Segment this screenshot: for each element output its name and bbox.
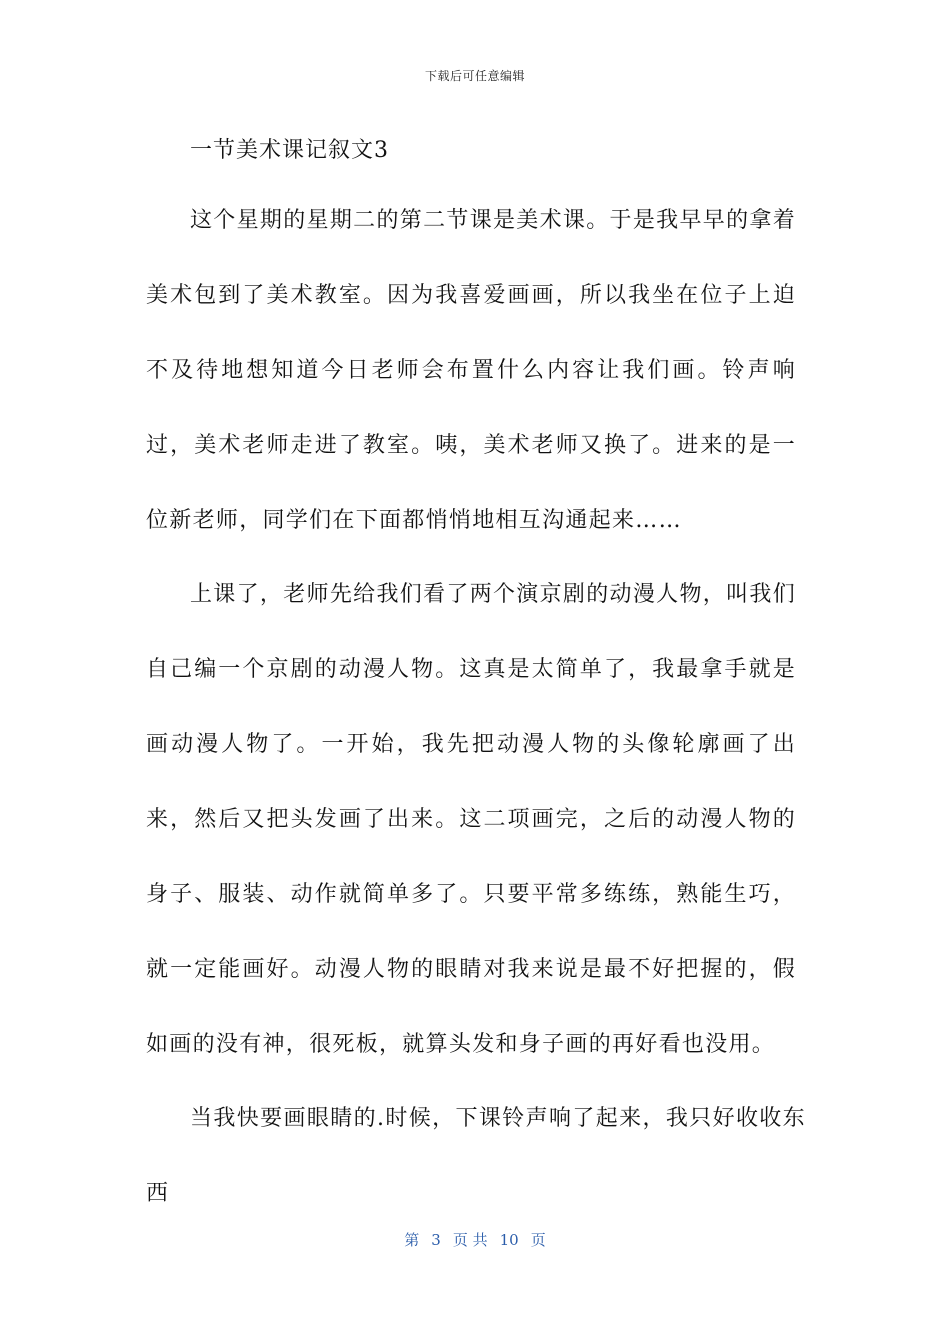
document-title: 一节美术课记叙文3 (190, 138, 389, 163)
header-note: 下载后可任意编辑 (424, 69, 525, 83)
footer-current-page: 3 (431, 1231, 441, 1249)
footer-page-middle: 页 共 (452, 1231, 488, 1249)
page-footer (0, 1229, 950, 1250)
footer-page-prefix: 第 (404, 1231, 420, 1249)
paragraph-1: 这个星期的星期二的第二节课是美术课。于是我早早的拿着美术包到了美术教室。因为我喜爱画画，所以我坐在位子上迫不及待地想知道今日老师会布置什么内容让我们画。铃声响过，美术老师走进了教室。咦，美术老师又换了。进来的是一位新老师，同学们在下面都悄悄地相互沟通起来…… (146, 208, 796, 533)
paragraph-2: 上课了，老师先给我们看了两个演京剧的动漫人物，叫我们自己编一个京剧的动漫人物。这真是太简单了，我最拿手就是画动漫人物了。一开始，我先把动漫人物的头像轮廓画了出来，然后又把头发画了出来。这二项画完，之后的动漫人物的身子、服装、动作就简单多了。只要平常多练练，熟能生巧，就一定能画好。动漫人物的眼睛对我来说是最不好把握的，假如画的没有神，很死板，就算头发和身子画的再好看也没用。 (146, 582, 796, 1057)
footer-page-suffix: 页 (530, 1231, 546, 1249)
paragraph-3: 当我快要画眼睛的.时候，下课铃声响了起来，我只好收收东西 (146, 1106, 806, 1206)
footer-total-pages: 10 (499, 1231, 519, 1249)
